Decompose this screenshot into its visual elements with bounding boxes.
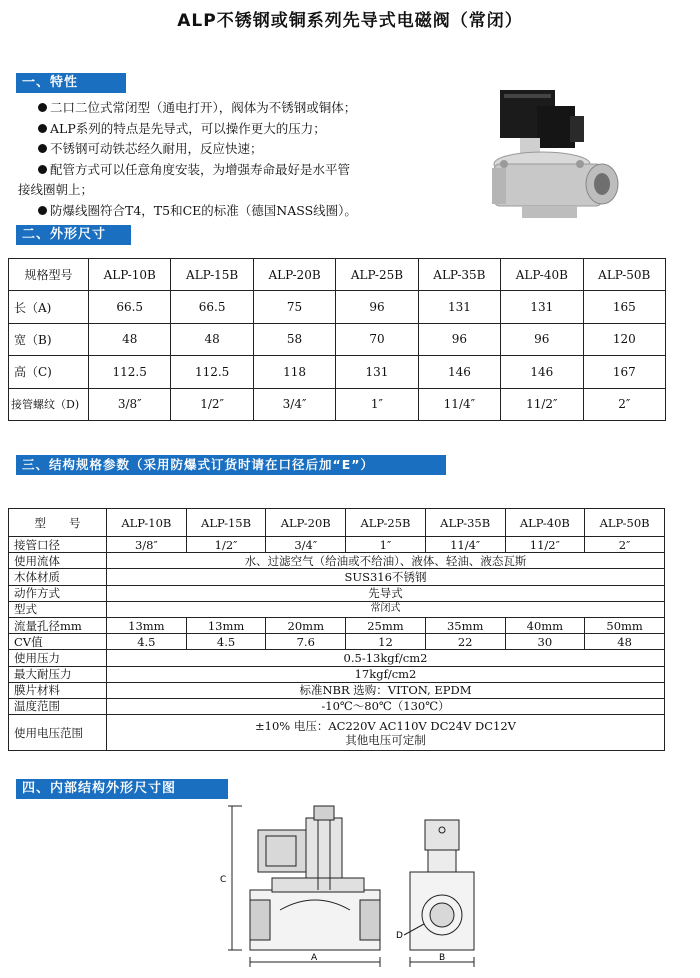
table-row: 动作方式 先导式 [9, 585, 665, 601]
table-row: 宽（B) 48 48 58 70 96 96 120 [9, 323, 666, 355]
dim-label-c: C [220, 875, 227, 885]
table-row: CV值 4.5 4.5 7.6 12 22 30 48 [9, 634, 665, 650]
feature-item: ALP系列的特点是先导式，可以操作更大的压力； [18, 119, 488, 140]
table-row: 使用流体 水、过滤空气（给油或不给油）、液体、轻油、液态瓦斯 [9, 553, 665, 569]
feature-item: 二口二位式常闭型（通电打开），阀体为不锈钢或铜体； [18, 98, 488, 119]
table-row: 高（C) 112.5 112.5 118 131 146 146 167 [9, 356, 666, 388]
front-view-drawing [228, 806, 380, 967]
bullet-icon [38, 103, 47, 112]
table-row: 使用压力 0.5-13kgf/cm2 [9, 650, 665, 666]
section-spec-heading: 三、结构规格参数（采用防爆式订货时请在口径后加“E”） [16, 455, 446, 475]
voltage-line-1: ±10% 电压：AC220V AC110V DC24V DC12V [255, 718, 516, 733]
side-view-drawing [404, 820, 474, 967]
feature-item: 不锈钢可动铁芯经久耐用，反应快速； [18, 139, 488, 160]
feature-item-continued: 接线圈朝上； [18, 182, 94, 197]
feature-item: 配管方式可以任意角度安装，为增强寿命最好是水平管 [18, 160, 488, 181]
voltage-line-2: 其他电压可定制 [345, 732, 426, 747]
table-header-row: 型 号 ALP-10B ALP-15B ALP-20B ALP-25B ALP-35B ALP-40B ALP-50B [9, 509, 665, 537]
dimension-table [8, 258, 666, 421]
bullet-icon [38, 165, 47, 174]
features-list [18, 98, 488, 221]
section-features-heading: 一、特性 [16, 73, 126, 93]
table-row: 温度范围 -10℃～80℃（130℃） [9, 698, 665, 714]
table-row: 最大耐压力 17kgf/cm2 [9, 666, 665, 682]
table-row: 流量孔径mm 13mm 13mm 20mm 25mm 35mm 40mm 50mm [9, 617, 665, 633]
table-row: 型式 常闭式 [9, 601, 665, 617]
table-row: 木体材质 SUS316不锈钢 [9, 569, 665, 585]
page-title: ALP不锈钢或铜系列先导式电磁阀（常闭） [177, 11, 523, 31]
dim-label-b: B [439, 953, 446, 963]
dim-label-d: D [396, 931, 403, 941]
table-header-row: 规格型号 ALP-10B ALP-15B ALP-20B ALP-25B ALP-35B ALP-40B ALP-50B [9, 259, 666, 291]
bullet-icon [38, 124, 47, 133]
table-row: 接管螺纹（D) 3/8″ 1/2″ 3/4″ 1″ 11/4″ 11/2″ 2″ [9, 388, 666, 420]
bullet-icon [38, 144, 47, 153]
bullet-icon [38, 206, 47, 215]
feature-item: 防爆线圈符合T4，T5和CE的标准（德国NASS线圈）。 [18, 201, 488, 222]
section-dimensions-heading: 二、外形尺寸 [16, 225, 131, 245]
table-row: 膜片材料 标准NBR 选购：VITON, EPDM [9, 682, 665, 698]
valve-dimension-drawings [210, 800, 510, 970]
table-row: 使用电压范围 ±10% 电压：AC220V AC110V DC24V DC12V 其他电压可定制 [9, 715, 665, 751]
spec-table [8, 508, 665, 751]
section-drawing-heading: 四、内部结构外形尺寸图 [16, 779, 228, 799]
dim-label-a: A [311, 953, 318, 963]
table-row: 长（A) 66.5 66.5 75 96 131 131 165 [9, 291, 666, 323]
table-row: 接管口径 3/8″ 1/2″ 3/4″ 1″ 11/4″ 11/2″ 2″ [9, 537, 665, 553]
solenoid-valve-photo [482, 78, 632, 228]
